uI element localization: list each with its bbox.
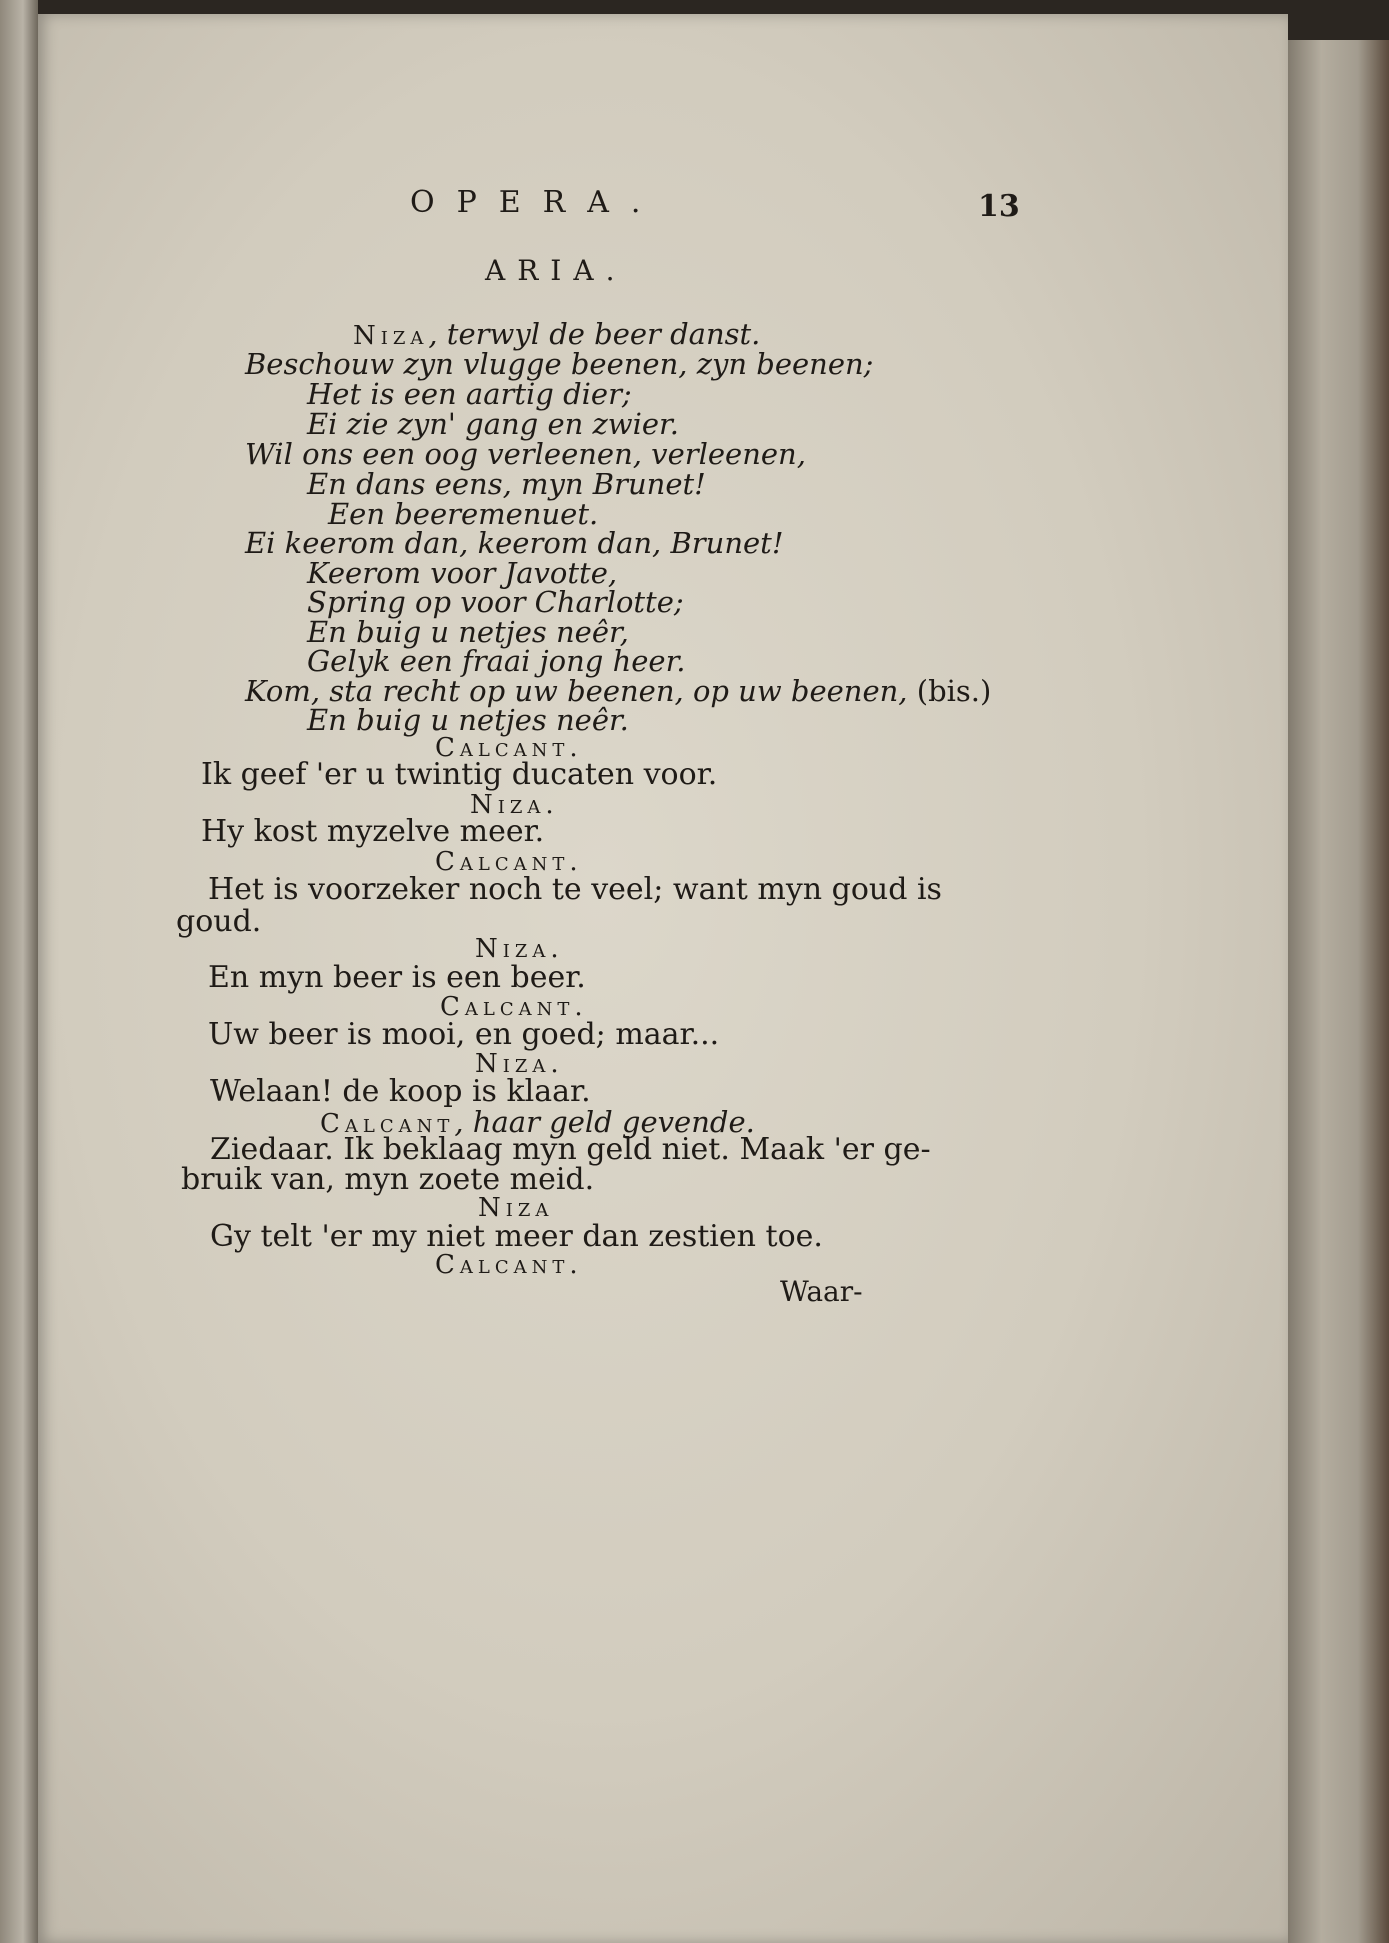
- stage-direction: , terwyl de beer danst.: [428, 317, 761, 351]
- speaker-name: Niza: [353, 321, 429, 351]
- running-head: OPERA.: [410, 185, 663, 220]
- dialogue-line: goud.: [176, 904, 262, 939]
- section-title: ARIA.: [485, 254, 627, 287]
- dialogue-line: En myn beer is een beer.: [208, 960, 586, 995]
- dialogue-line: Gy telt 'er my niet meer dan zestien toe.: [210, 1219, 823, 1254]
- speaker-name: Calcant: [320, 1109, 455, 1139]
- page-stack-edge: [1285, 40, 1389, 1943]
- verse-line: En buig u netjes neêr.: [307, 703, 629, 737]
- verse-line: Gelyk een fraai jong heer.: [307, 644, 686, 678]
- speaker-heading: Calcant.: [440, 992, 588, 1022]
- verse-line-bis: [245, 674, 992, 708]
- page-number: 13: [978, 189, 1020, 224]
- speaker-heading: Calcant.: [435, 847, 583, 877]
- speaker-heading: Calcant.: [435, 733, 583, 763]
- verse-line: En dans eens, myn Brunet!: [307, 467, 706, 501]
- stage-direction: , haar geld gevende.: [454, 1105, 755, 1139]
- dialogue-line: Ziedaar. Ik beklaag myn geld niet. Maak 'er ge-: [210, 1132, 931, 1167]
- dialogue-line: Hy kost myzelve meer.: [201, 814, 545, 849]
- speaker-heading: Niza.: [475, 934, 564, 964]
- verse-line: Een beeremenuet.: [328, 497, 599, 531]
- dialogue-line: bruik van, myn zoete meid.: [181, 1162, 595, 1197]
- verse-line: En buig u netjes neêr,: [307, 615, 629, 649]
- dialogue-line: Ik geef 'er u twintig ducaten voor.: [201, 757, 718, 792]
- verse-line: Ei keerom dan, keerom dan, Brunet!: [245, 526, 784, 560]
- speaker-heading: Niza.: [475, 1049, 564, 1079]
- verse-text: Kom, sta recht op uw beenen, op uw beenen,: [245, 674, 908, 708]
- aria-speaker-heading: [353, 317, 761, 351]
- verse-line: Spring op voor Charlotte;: [307, 585, 684, 619]
- speaker-heading: Niza.: [470, 790, 559, 820]
- speaker-heading: Calcant.: [435, 1250, 583, 1280]
- catchword: Waar-: [780, 1275, 863, 1308]
- dialogue-line: Uw beer is mooi, en goed; maar...: [208, 1017, 720, 1052]
- facing-page-edge: [0, 0, 38, 1943]
- verse-line: Het is een aartig dier;: [307, 377, 632, 411]
- speaker-heading: Niza: [478, 1193, 554, 1223]
- verse-line: Keerom voor Javotte,: [307, 556, 618, 590]
- verse-line: Beschouw zyn vlugge beenen, zyn beenen;: [245, 347, 874, 381]
- verse-line: Wil ons een oog verleenen, verleenen,: [245, 437, 806, 471]
- verse-line: Ei zie zyn' gang en zwier.: [307, 407, 679, 441]
- bis-mark: (bis.): [916, 674, 992, 708]
- dialogue-line: Het is voorzeker noch te veel; want myn goud is: [208, 872, 942, 907]
- dialogue-line: Welaan! de koop is klaar.: [210, 1074, 591, 1109]
- book-page: [38, 14, 1288, 1943]
